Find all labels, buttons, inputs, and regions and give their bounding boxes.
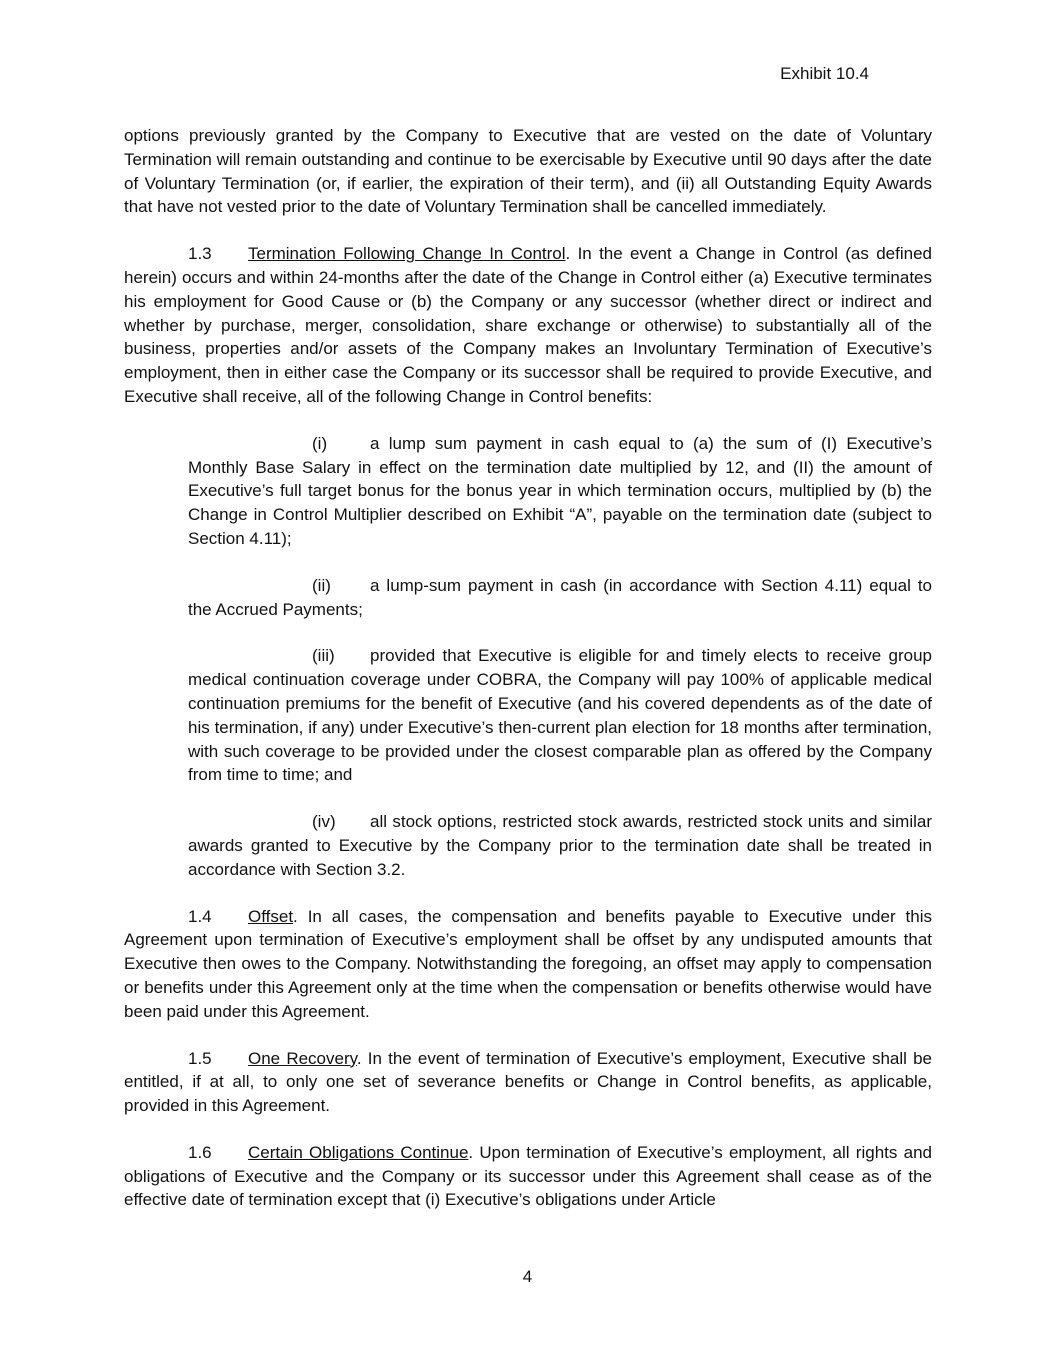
subsection-i: [188, 432, 932, 551]
subsection-text: all stock options, restricted stock awards, restricted stock units and similar awards granted to Executive by the Company prior to the termination date shall be treated in accordance with Section 3.2.: [188, 812, 932, 879]
subsection-iv: [188, 810, 932, 881]
subsection-number: (iv): [312, 812, 336, 832]
section-number: 1.5: [188, 1048, 212, 1068]
exhibit-label: Exhibit 10.4: [780, 64, 869, 83]
section-text: . Upon termination of Executive’s employment, all rights and obligations of Executive and the Company or its successor under this Agreement shall cease as of the effective date of termination except that (i) Executive’s obligations under Article: [124, 1142, 932, 1210]
document-body: [124, 124, 932, 1235]
section-text: . In the event a Change in Control (as defined herein) occurs and within 24-months after the date of the Change in Control either (a) Executive terminates his employment for Good Cause or (b) the Company or any successor (whether direct or indirect and whether by purchase, merger, consolidation, share exchange or otherwise) to substantially all of the business, properties and/or assets of the Company makes an Involuntary Termination of Executive’s employment, then in either case the Company or its successor shall be required to provide Executive, and Executive shall receive, all of the following Change in Control benefits:: [124, 244, 932, 406]
section-heading: One Recovery: [248, 1048, 357, 1068]
section-number: 1.3: [188, 244, 212, 264]
subsection-ii: [188, 574, 932, 622]
continuation-paragraph: options previously granted by the Company to Executive that are vested on the date of Voluntary Termination will remain outstanding and continue to be exercisable by Executive until 90 days after the date of Voluntary Termination (or, if earlier, the expiration of their term), and (ii) all Outstanding Equity Awards that have not vested prior to the date of Voluntary Termination shall be cancelled immediately.: [124, 126, 932, 217]
section-1-3: [124, 242, 932, 409]
section-heading: Termination Following Change In Control: [248, 244, 566, 264]
section-text: . In all cases, the compensation and benefits payable to Executive under this Agreement upon termination of Executive’s employment shall be offset by any undisputed amounts that Executive then owes to the Company. Notwithstanding the foregoing, an offset may apply to compensation or benefits under this Agreement only at the time when the compensation or benefits otherwise would have been paid under this Agreement.: [124, 906, 932, 1021]
subsection-text: provided that Executive is eligible for and timely elects to receive group medical continuation coverage under COBRA, the Company will pay 100% of applicable medical continuation premiums for the benefit of Executive (and his covered dependents as of the date of his termination, if any) under Executive’s then-current plan election for 18 months after termination, with such coverage to be provided under the closest comparable plan as offered by the Company from time to time; and: [188, 646, 932, 785]
subsection-iii: [188, 644, 932, 787]
section-heading: Certain Obligations Continue: [248, 1142, 469, 1162]
section-heading: Offset: [248, 906, 294, 926]
section-number: 1.6: [188, 1142, 212, 1162]
section-1-5: [124, 1047, 932, 1118]
page-number: 4: [522, 1267, 533, 1286]
section-1-6: [124, 1141, 932, 1212]
section-text: . In the event of termination of Executive’s employment, Executive shall be entitled, if at all, to only one set of severance benefits or Change in Control benefits, as applicable, provided in this Agreement.: [124, 1048, 932, 1116]
subsection-number: (ii): [312, 575, 331, 595]
subsection-number: (iii): [312, 646, 335, 666]
section-1-4: [124, 905, 932, 1024]
section-number: 1.4: [188, 906, 212, 926]
subsection-text: a lump sum payment in cash equal to (a) the sum of (I) Executive’s Monthly Base Salary in effect on the termination date multiplied by 12, and (II) the amount of Executive’s full target bonus for the bonus year in which termination occurs, multiplied by (b) the Change in Control Multiplier described on Exhibit “A”, payable on the termination date (subject to Section 4.11);: [188, 433, 932, 548]
subsection-number: (i): [312, 433, 328, 453]
subsection-text: a lump-sum payment in cash (in accordance with Section 4.11) equal to the Accrued Payments;: [188, 575, 932, 619]
